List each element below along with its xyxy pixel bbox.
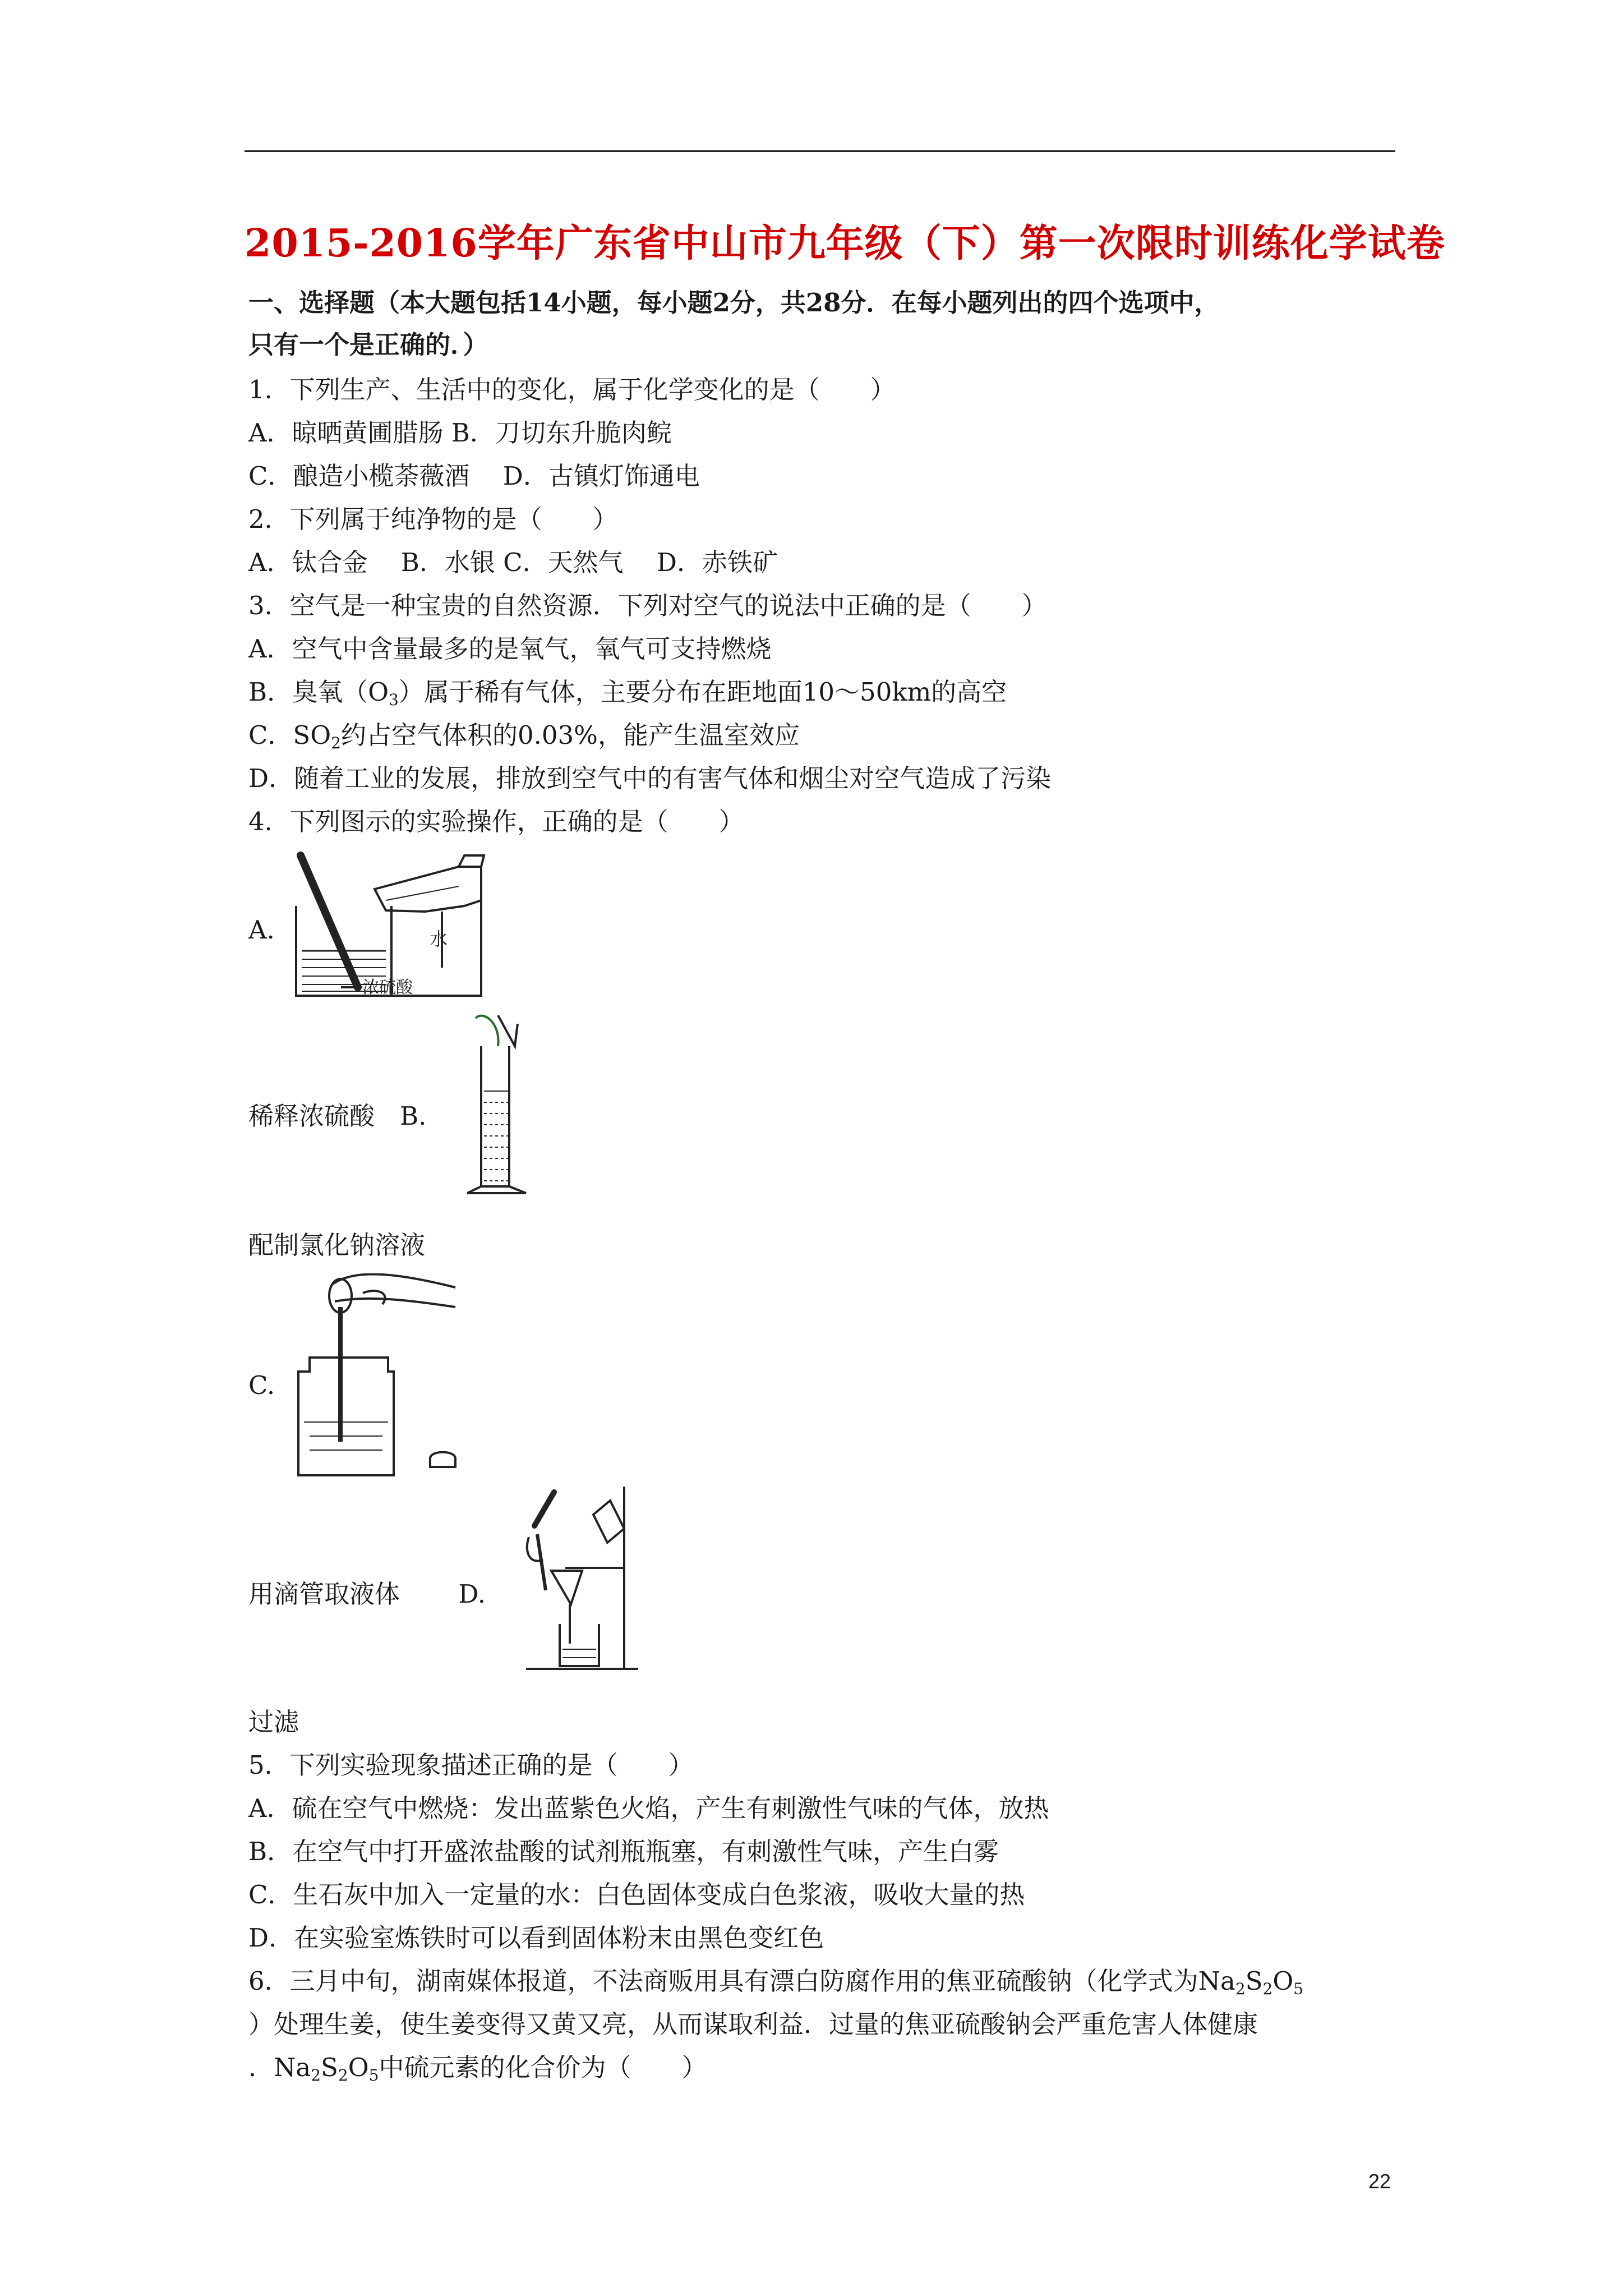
- q3-option-a: A．空气中含量最多的是氧气，氧气可支持燃烧: [248, 634, 772, 664]
- graduated-cylinder-figure: [464, 1013, 537, 1198]
- q5-option-c: C．生石灰中加入一定量的水：白色固体变成白色浆液，吸收大量的热: [248, 1880, 1025, 1910]
- page-number: 22: [1368, 2170, 1391, 2193]
- q5-option-d: D．在实验室炼铁时可以看到固体粉末由黑色变红色: [248, 1923, 824, 1953]
- q4-c-caption: 用滴管取液体 D.: [248, 1579, 486, 1609]
- dropper-bottle-figure: [287, 1273, 467, 1487]
- q3-option-d: D．随着工业的发展，排放到空气中的有害气体和烟尘对空气造成了污染: [248, 763, 1052, 793]
- page-title: 2015-2016学年广东省中山市九年级（下）第一次限时训练化学试卷: [245, 221, 1445, 266]
- q2-stem: 2．下列属于纯净物的是（ ）: [248, 504, 618, 534]
- acid-label: 浓硫酸: [362, 978, 413, 997]
- q6-line3: ．$Na_2S_2O_5$中硫元素的化合价为（ ）: [248, 2053, 707, 2085]
- q3-option-b: B．臭氧$(O_3)$属于稀有气体，主要分布在距地面10～50km的高空: [248, 677, 1007, 709]
- q5-stem: 5．下列实验现象描述正确的是（ ）: [248, 1750, 694, 1780]
- q1-options-row2: C．酿造小榄荼薇酒 D．古镇灯饰通电: [248, 461, 700, 491]
- q4-c-letter: C.: [248, 1370, 275, 1400]
- filtration-figure: [520, 1481, 644, 1674]
- diluting-acid-figure: [291, 844, 487, 1001]
- q3-stem: 3．空气是一种宝贵的自然资源．下列对空气的说法中正确的是（ ）: [248, 591, 1047, 620]
- q5-option-a: A．硫在空气中燃烧：发出蓝紫色火焰，产生有刺激性气味的气体，放热: [248, 1793, 1049, 1823]
- q4-a-caption: 稀释浓硫酸 B.: [248, 1101, 427, 1131]
- header-rule: [245, 150, 1395, 152]
- q4-a-letter: A.: [248, 915, 275, 945]
- q5-option-b: B．在空气中打开盛浓盐酸的试剂瓶瓶塞，有刺激性气味，产生白雾: [248, 1837, 999, 1866]
- q1-options-row1: A．晾晒黄圃腊肠 B．刀切东升脆肉鲩: [248, 418, 672, 448]
- q3-option-c: C．$SO_2$约占空气体积的0.03%，能产生温室效应: [248, 720, 800, 752]
- water-label: 水: [430, 928, 448, 950]
- q4-b-caption: 配制氯化钠溶液: [248, 1230, 426, 1260]
- q6-line2: ）处理生姜，使生姜变得又黄又亮，从而谋取利益．过量的焦亚硫酸钠会严重危害人体健康: [248, 2009, 1258, 2039]
- q1-stem: 1．下列生产、生活中的变化，属于化学变化的是（ ）: [248, 375, 896, 404]
- q4-stem: 4．下列图示的实验操作，正确的是（ ）: [248, 807, 744, 836]
- q4-d-caption: 过滤: [248, 1707, 299, 1737]
- section-heading-line2: 只有一个是正确的．）: [248, 330, 488, 360]
- q2-options: A．钛合金 B．水银 C．天然气 D．赤铁矿: [248, 547, 778, 577]
- q6-line1: 6．三月中旬，湖南媒体报道，不法商贩用具有漂白防腐作用的焦亚硫酸钠（化学式为$Na_2S_2O_5$: [248, 1966, 1304, 1998]
- section-heading-line1: 一、选择题（本大题包括14小题，每小题2分，共28分．在每小题列出的四个选项中，: [248, 288, 1220, 318]
